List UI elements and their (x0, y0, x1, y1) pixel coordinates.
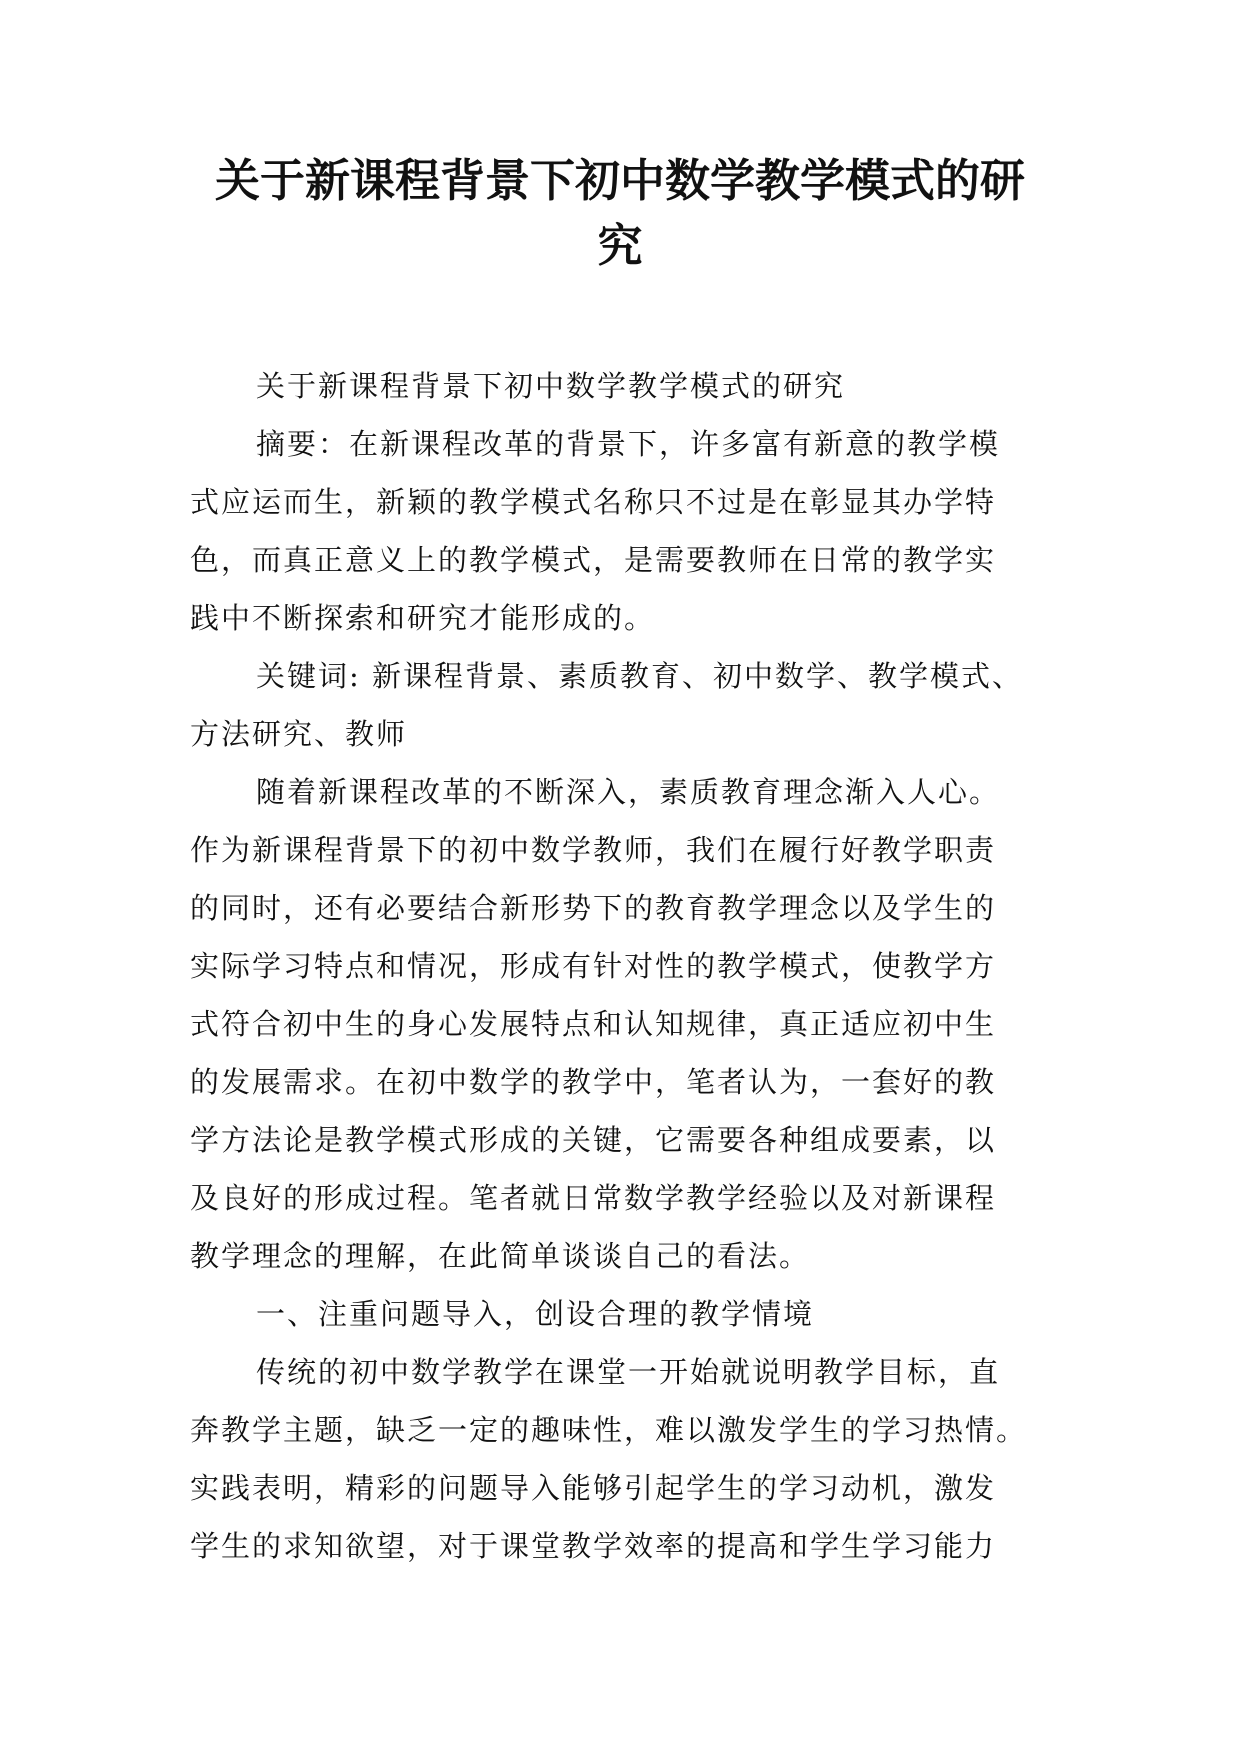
paragraph-line: 式符合初中生的身心发展特点和认知规律，真正适应初中生 (190, 1007, 997, 1041)
title-line: 究 (597, 219, 643, 272)
paragraph-line: 实践表明，精彩的问题导入能够引起学生的学习动机，激发 (190, 1471, 997, 1505)
paragraph-line: 奔教学主题，缺乏一定的趣味性，难以激发学生的学习热情。 (190, 1413, 1028, 1447)
keywords-line: 方法研究、教师 (190, 717, 408, 751)
paragraph-line: 传统的初中数学教学在课堂一开始就说明教学目标，直 (256, 1355, 1001, 1389)
abstract-line: 践中不断探索和研究才能形成的。 (190, 601, 656, 635)
body-subtitle: 关于新课程背景下初中数学教学模式的研究 (256, 369, 846, 403)
abstract-line: 摘要：在新课程改革的背景下，许多富有新意的教学模 (256, 427, 1001, 461)
keywords-line: 关键词: 新课程背景、素质教育、初中数学、教学模式、 (256, 659, 1023, 693)
paragraph-line: 及良好的形成过程。笔者就日常数学教学经验以及对新课程 (190, 1181, 997, 1215)
document-title (180, 148, 1060, 278)
section-heading: 一、注重问题导入，创设合理的教学情境 (256, 1297, 815, 1331)
paragraph-line: 教学理念的理解，在此简单谈谈自己的看法。 (190, 1239, 811, 1273)
title-line: 关于新课程背景下初中数学教学模式的研 (214, 154, 1025, 207)
paragraph-line: 学方法论是教学模式形成的关键，它需要各种组成要素，以 (190, 1123, 997, 1157)
paragraph-line: 作为新课程背景下的初中数学教师，我们在履行好教学职责 (190, 833, 997, 867)
paragraph-line: 学生的求知欲望，对于课堂教学效率的提高和学生学习能力 (190, 1529, 997, 1563)
paragraph-line: 随着新课程改革的不断深入，素质教育理念渐入人心。 (256, 775, 1001, 809)
paragraph-line: 实际学习特点和情况，形成有针对性的教学模式，使教学方 (190, 949, 997, 983)
paragraph-line: 的发展需求。在初中数学的教学中，笔者认为，一套好的教 (190, 1065, 997, 1099)
document-body (190, 357, 1050, 1575)
abstract-line: 式应运而生，新颖的教学模式名称只不过是在彰显其办学特 (190, 485, 997, 519)
abstract-line: 色，而真正意义上的教学模式，是需要教师在日常的教学实 (190, 543, 997, 577)
paragraph-line: 的同时，还有必要结合新形势下的教育教学理念以及学生的 (190, 891, 997, 925)
